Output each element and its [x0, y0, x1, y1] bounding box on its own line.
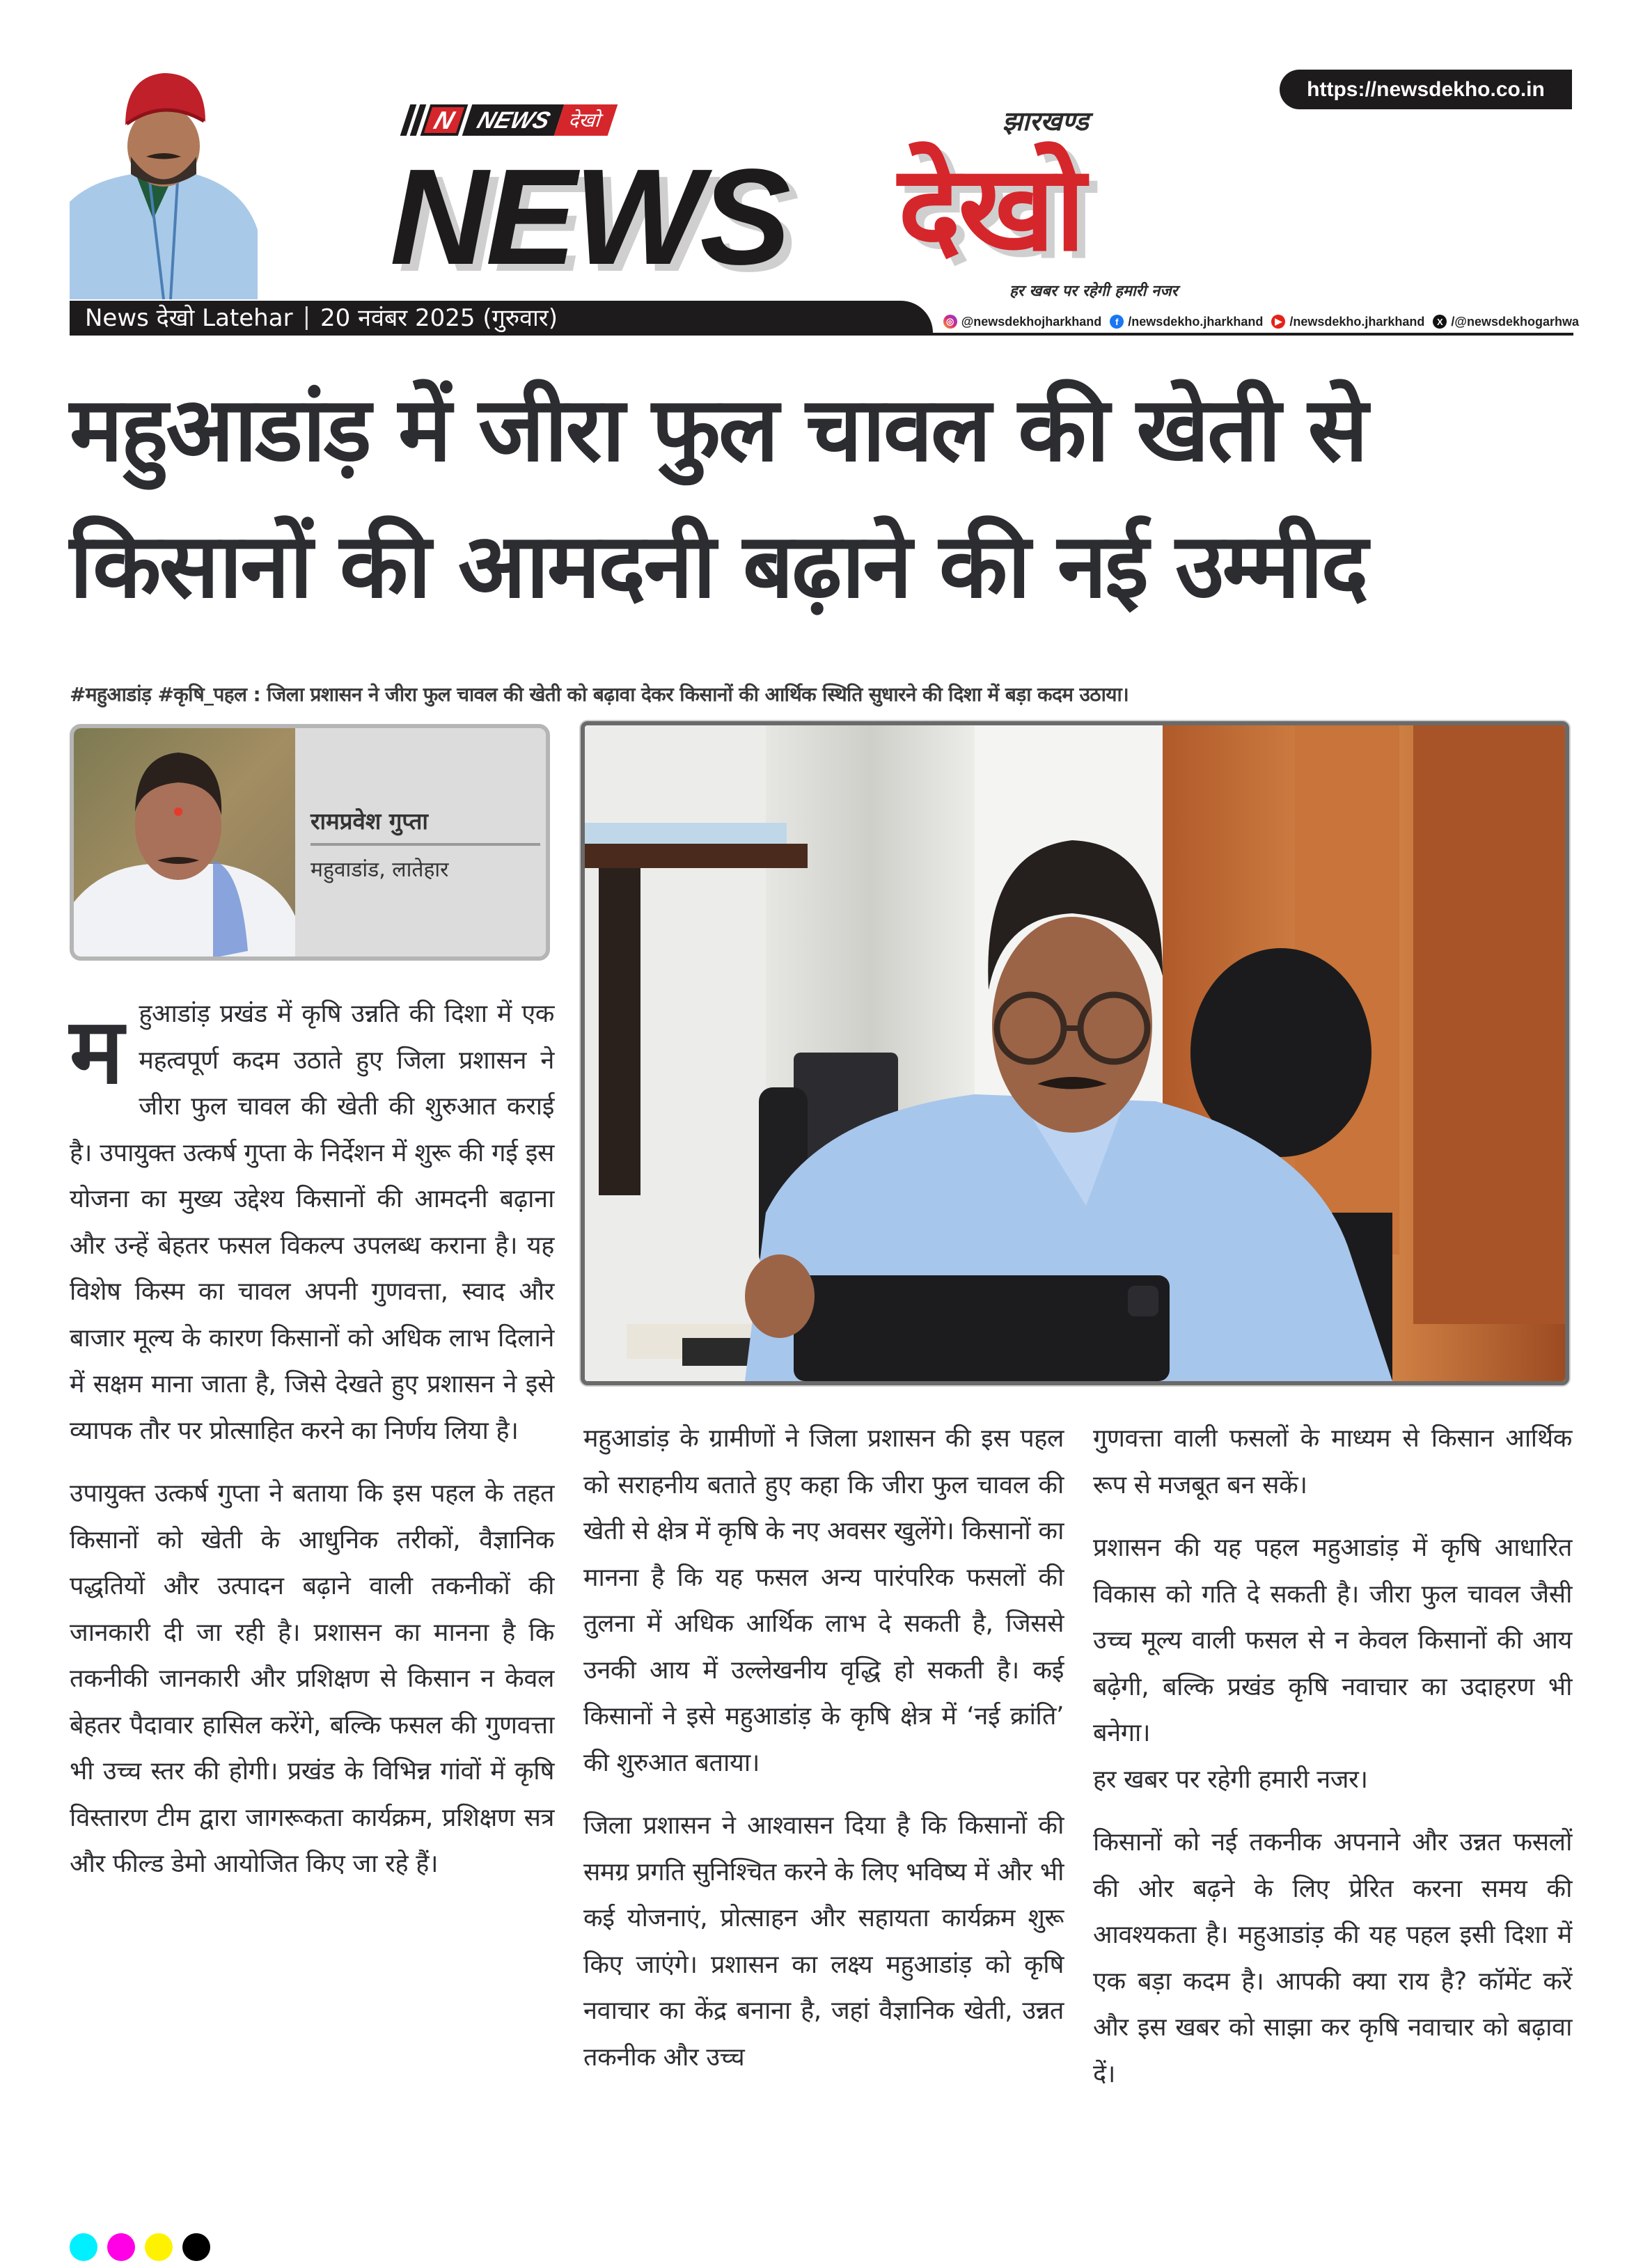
- article-column-1: [70, 991, 554, 1888]
- masthead-divider: [70, 333, 1573, 336]
- cyan-dot-icon: [70, 2233, 97, 2261]
- cmyk-registration-marks: [70, 2233, 210, 2261]
- article-paragraph: उपायुक्त उत्कर्ष गुप्ता ने बताया कि इस पहल के तहत किसानों को खेती के आधुनिक तरीकों, वैज्ञानिक पद्धतियों और उत्पादन बढ़ाने वाली तकनीकों की जानकारी दी जा रही है। प्रशासन का मानना है कि तकनीकी जानकारी और प्रशिक्षण से किसान न केवल बेहतर पैदावार हासिल करेंगे, बल्कि फसल की गुणवत्ता भी उच्च स्तर की होगी। प्रखंड के विभिन्न गांवों में कृषि विस्तारण टीम द्वारा जागरूकता कार्यक्रम, प्रशिक्षण सत्र और फील्ड डेमो आयोजित किए जा रहे हैं।: [70, 1479, 554, 1878]
- paragraph-text: हुआडांड़ प्रखंड में कृषि उन्नति की दिशा में एक महत्वपूर्ण कदम उठाते हुए जिला प्रशासन ने जीरा फुल चावल की खेती की शुरुआत कराई है। उपायुक्त उत्कर्ष गुप्ता के निर्देशन में शुरू की गई इस योजना का मुख्य उद्देश्य किसानों की आमदनी बढ़ाना और उन्हें बेहतर फसल विकल्प उपलब्ध कराना है। यह विशेष किस्म का चावल अपनी गुणवत्ता, स्वाद और बाजार मूल्य के कारण किसानों को अधिक लाभ दिलाने में सक्षम माना जाता है, जिसे देखते हुए प्रशासन ने इसे व्यापक तौर पर प्रोत्साहित करने का निर्णय लिया है।: [70, 1000, 554, 1445]
- masthead-portrait-image: [70, 70, 258, 299]
- masthead: [0, 0, 1643, 341]
- state-name: झारखण्ड: [1003, 106, 1089, 136]
- social-handle-facebook[interactable]: /newsdekho.jharkhand: [1128, 314, 1264, 329]
- badge-dekho-text: देखो: [554, 104, 618, 136]
- article-signoff: हर खबर पर रहेगी हमारी नजर।: [1093, 1765, 1368, 1794]
- author-location: महुवाडांड, लातेहार: [310, 858, 449, 882]
- headline-line-2: किसानों की आमदनी बढ़ाने की नई उम्मीद: [70, 514, 1367, 618]
- social-handles: [946, 312, 1579, 331]
- black-dot-icon: [182, 2233, 210, 2261]
- article-paragraph: [70, 991, 554, 1454]
- youtube-icon[interactable]: ▶: [1271, 315, 1285, 329]
- article-headline: [70, 362, 1601, 635]
- article-column-3: [1093, 1416, 1572, 2097]
- article-main-photo: [581, 721, 1569, 1385]
- yellow-dot-icon: [145, 2233, 173, 2261]
- logo-stripes-icon: [405, 104, 421, 136]
- author-name: रामप्रवेश गुप्ता: [310, 805, 540, 846]
- instagram-icon[interactable]: ◎: [943, 315, 957, 329]
- x-icon[interactable]: X: [1433, 315, 1447, 329]
- social-handle-youtube[interactable]: /newsdekho.jharkhand: [1289, 314, 1425, 329]
- author-photo: [74, 728, 295, 956]
- facebook-icon[interactable]: f: [1110, 315, 1124, 329]
- separator: |: [302, 303, 311, 331]
- article-paragraph: गुणवत्ता वाली फसलों के माध्यम से किसान आर्थिक रूप से मजबूत बन सकें।: [1093, 1424, 1572, 1499]
- badge-news-text: NEWS: [462, 104, 565, 136]
- website-url-badge[interactable]: https://newsdekho.co.in: [1280, 70, 1572, 109]
- headline-line-1: महुआडांड़ में जीरा फुल चावल की खेती से: [70, 378, 1367, 482]
- author-info: [295, 728, 540, 956]
- magenta-dot-icon: [107, 2233, 135, 2261]
- social-handle-x[interactable]: /@newsdekhogarhwa: [1451, 314, 1579, 329]
- issue-date: 20 नवंबर 2025 (गुरुवार): [320, 304, 558, 332]
- article-kicker: #महुआडांड़ #कृषि_पहल : जिला प्रशासन ने जीरा फुल चावल की खेती को बढ़ावा देकर किसानों की आर्थिक स्थिति सुधारने की दिशा में बड़ा कदम उठाया।: [70, 683, 1129, 706]
- edition-name: News देखो Latehar: [85, 304, 293, 332]
- article-paragraph: जिला प्रशासन ने आश्वासन दिया है कि किसानों की समग्र प्रगति सुनिश्चित करने के लिए भविष्य में और भी कई योजनाएं, प्रोत्साहन और सहायता कार्यक्रम शुरू किए जाएंगे। प्रशासन का लक्ष्य महुआडांड़ को कृषि नवाचार का केंद्र बनाना है, जहां वैज्ञानिक खेती, उन्नत तकनीक और उच्च: [583, 1811, 1064, 2072]
- mini-logo-badge: [405, 104, 613, 136]
- article-paragraph: प्रशासन की यह पहल महुआडांड़ में कृषि आधारित विकास को गति दे सकती है। जीरा फुल चावल जैसी उच्च मूल्य वाली फसल से न केवल किसानों की आय बढ़ेगी, बल्कि प्रखंड कृषि नवाचार का उदाहरण भी बनेगा।: [1093, 1534, 1572, 1747]
- drop-cap: म: [70, 998, 124, 1104]
- article-column-2: [583, 1416, 1064, 2081]
- social-handle-instagram[interactable]: @newsdekhojharkhand: [961, 314, 1102, 329]
- article-paragraph: महुआडांड़ के ग्रामीणों ने जिला प्रशासन की इस पहल को सराहनीय बताते हुए कहा कि जीरा फुल चावल की खेती से क्षेत्र में कृषि के नए अवसर खुलेंगे। किसानों का मानना है कि यह फसल अन्य पारंपरिक फसलों की तुलना में अधिक आर्थिक लाभ दे सकती है, जिससे उनकी आय में उल्लेखनीय वृद्धि हो सकती है। कई किसानों ने इसे महुआडांड़ के कृषि क्षेत्र में ‘नई क्रांति’ की शुरुआत बताया।: [583, 1424, 1064, 1777]
- logo-n-icon: N: [420, 104, 469, 136]
- logo-news-wordmark: NEWS: [390, 141, 788, 293]
- masthead-tagline: हर खबर पर रहेगी हमारी नजर: [1009, 283, 1178, 300]
- edition-date-bar: [70, 301, 933, 333]
- article-paragraph: किसानों को नई तकनीक अपनाने और उन्नत फसलों की ओर बढ़ने के लिए प्रेरित करना समय की आवश्यकता है। महुआडांड़ की यह पहल इसी दिशा में एक बड़ा कदम है। आपकी क्या राय है? कॉमेंट करें और इस खबर को साझा कर कृषि नवाचार को बढ़ावा दें।: [1093, 1828, 1572, 2088]
- author-box: [70, 724, 550, 961]
- logo-dekho-wordmark: देखो: [898, 140, 1083, 278]
